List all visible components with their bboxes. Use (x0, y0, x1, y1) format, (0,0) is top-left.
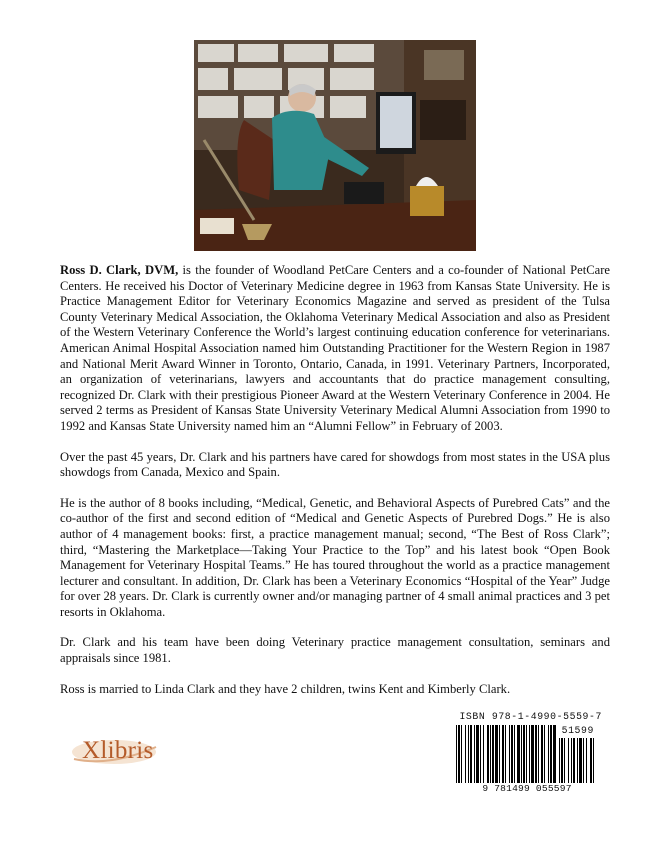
bio-paragraph-4: Dr. Clark and his team have been doing Veterinary practice management consultation, seminars and appraisals since 1981. (60, 635, 610, 666)
price-code: 51599 (561, 725, 594, 736)
bio-paragraph-5: Ross is married to Linda Clark and they have 2 children, twins Kent and Kimberly Clark. (60, 681, 511, 696)
author-bio (60, 263, 610, 712)
isbn-label: ISBN 978-1-4990-5559-7 (459, 711, 602, 722)
bio-paragraph-1 (60, 263, 610, 435)
ean-barcode-bars (456, 725, 556, 783)
bio-paragraph-1-text: is the founder of Woodland PetCare Centers and a co-founder of National PetCare Centers. He received his Doctor of Veterinary Medicine degree in 1963 from Kansas State University. He is Practice Management Editor for Veterinary Economics Magazine and served as president of the Tulsa County Veterinary Medical Association, the Oklahoma Veterinary Medical Association and also as President of the Western Veterinary Conference the World’s largest continuing education conference for veterinarians. American Animal Hospital Association named him Outstanding Practitioner for the Western Region in 1987 and National Merit Award Winner in Toronto, Ontario, Canada, in 1991. Veterinary Partners, Incorporated, an organization of veterinarians, lawyers and accountants that do practice management consulting, recognized Dr. Clark with their prestigious Pioneer Award at the Western Veterinary Conference in 2004. He served 2 terms as President of Kansas State University Veterinary Medical Alumni Association from 1990 to 1992 and Kansas State University named him an “Alumni Fellow” in February of 2003. (60, 263, 610, 433)
bio-paragraph-3: He is the author of 8 books including, “Medical, Genetic, and Behavioral Aspects of Purebred Cats” and the co-author of the first and second edition of “Medical and Genetic Aspects of Purebred Dogs.” He is also author of 4 management books: first, a practice management manual; second, “The Best of Ross Clark”; third, “Mastering the Marketplace—Taking Your Practice to the Top” and his latest book “Open Book Management for Veterinary Hospital Teams.” He has toured throughout the world as a practice management lecturer and consultant. In addition, Dr. Clark has been a Veterinary Economics “Hospital of the Year” Judge for over 28 years. Dr. Clark is currently owner and/or managing partner of 4 small animal practices and 3 pet resorts in Oklahoma. (60, 495, 610, 619)
author-photo (194, 40, 476, 251)
author-name: Ross D. Clark, DVM, (60, 263, 179, 277)
isbn-barcode (452, 711, 602, 795)
publisher-logo (70, 733, 158, 767)
ean-digits: 9 781499 055597 (482, 783, 572, 794)
bio-paragraph-2: Over the past 45 years, Dr. Clark and his partners have cared for showdogs from most states in the USA plus showdogs from Canada, Mexico and Spain. (60, 449, 610, 480)
publisher-logo-text: Xlibris (82, 737, 154, 764)
price-barcode-bars (559, 738, 599, 783)
